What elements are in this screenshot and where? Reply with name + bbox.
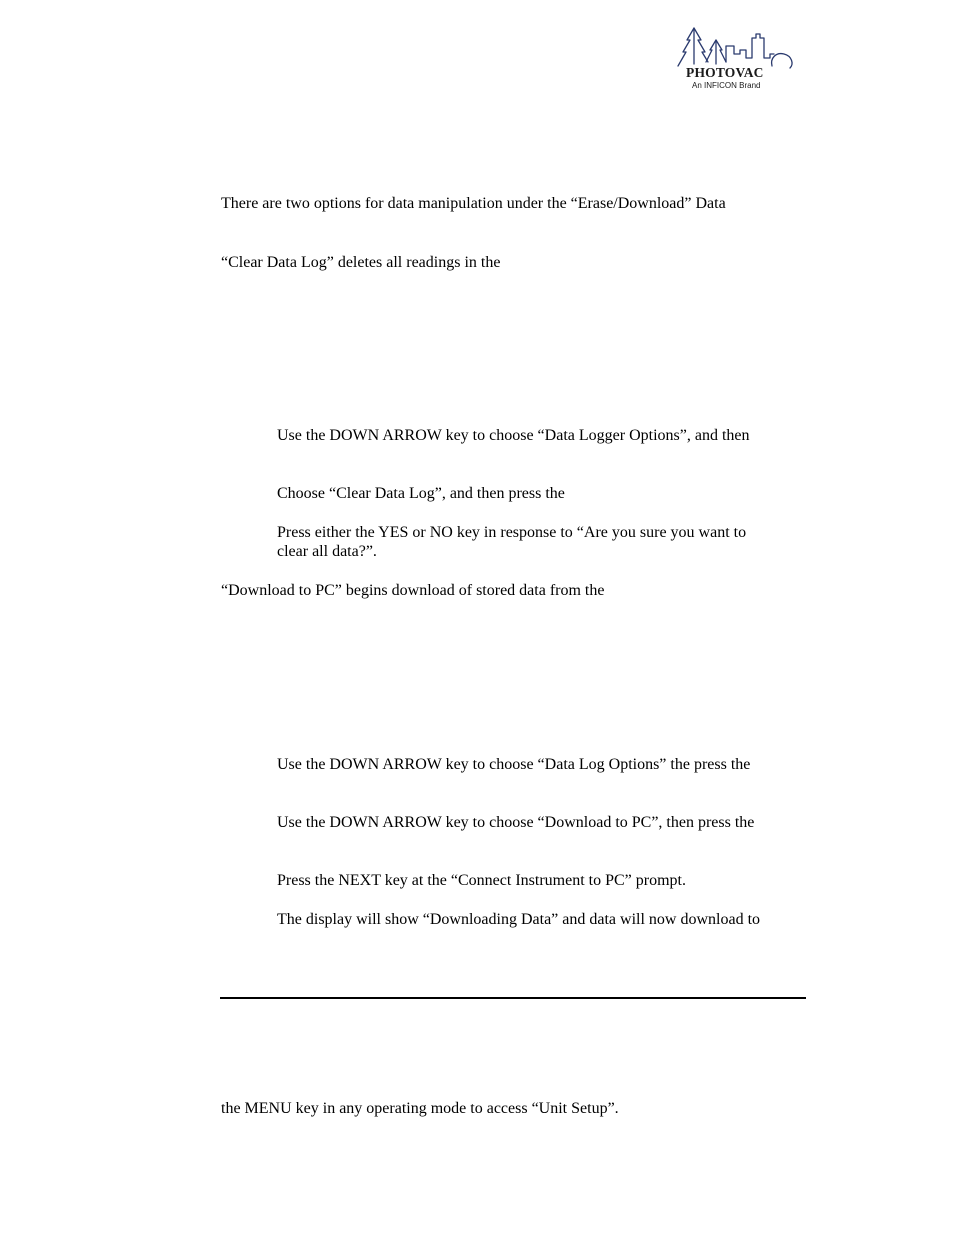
logo-wordmark: PHOTOVAC xyxy=(686,65,764,80)
clear-step-3-continued: clear all data?”. xyxy=(277,543,377,560)
clear-step-1: Use the DOWN ARROW key to choose “Data Logger Options”, and then xyxy=(277,427,750,444)
paragraph-clear-data-log: “Clear Data Log” deletes all readings in the xyxy=(221,254,501,271)
photovac-logo xyxy=(672,24,798,92)
clear-step-3: Press either the YES or NO key in response to “Are you sure you want to xyxy=(277,524,747,541)
section-divider xyxy=(220,997,806,999)
paragraph-unit-setup: the MENU key in any operating mode to access “Unit Setup”. xyxy=(221,1100,619,1117)
download-step-4: The display will show “Downloading Data” and data will now download to xyxy=(277,911,761,928)
clear-step-2: Choose “Clear Data Log”, and then press the xyxy=(277,485,565,502)
paragraph-download-to-pc: “Download to PC” begins download of stored data from the xyxy=(221,582,605,599)
download-step-3: Press the NEXT key at the “Connect Instrument to PC” prompt. xyxy=(277,872,686,889)
logo-tagline: An INFICON Brand xyxy=(692,81,761,90)
download-step-1: Use the DOWN ARROW key to choose “Data Log Options” the press the xyxy=(277,756,751,773)
paragraph-intro: There are two options for data manipulation under the “Erase/Download” Data xyxy=(221,195,726,212)
download-step-2: Use the DOWN ARROW key to choose “Download to PC”, then press the xyxy=(277,814,755,831)
